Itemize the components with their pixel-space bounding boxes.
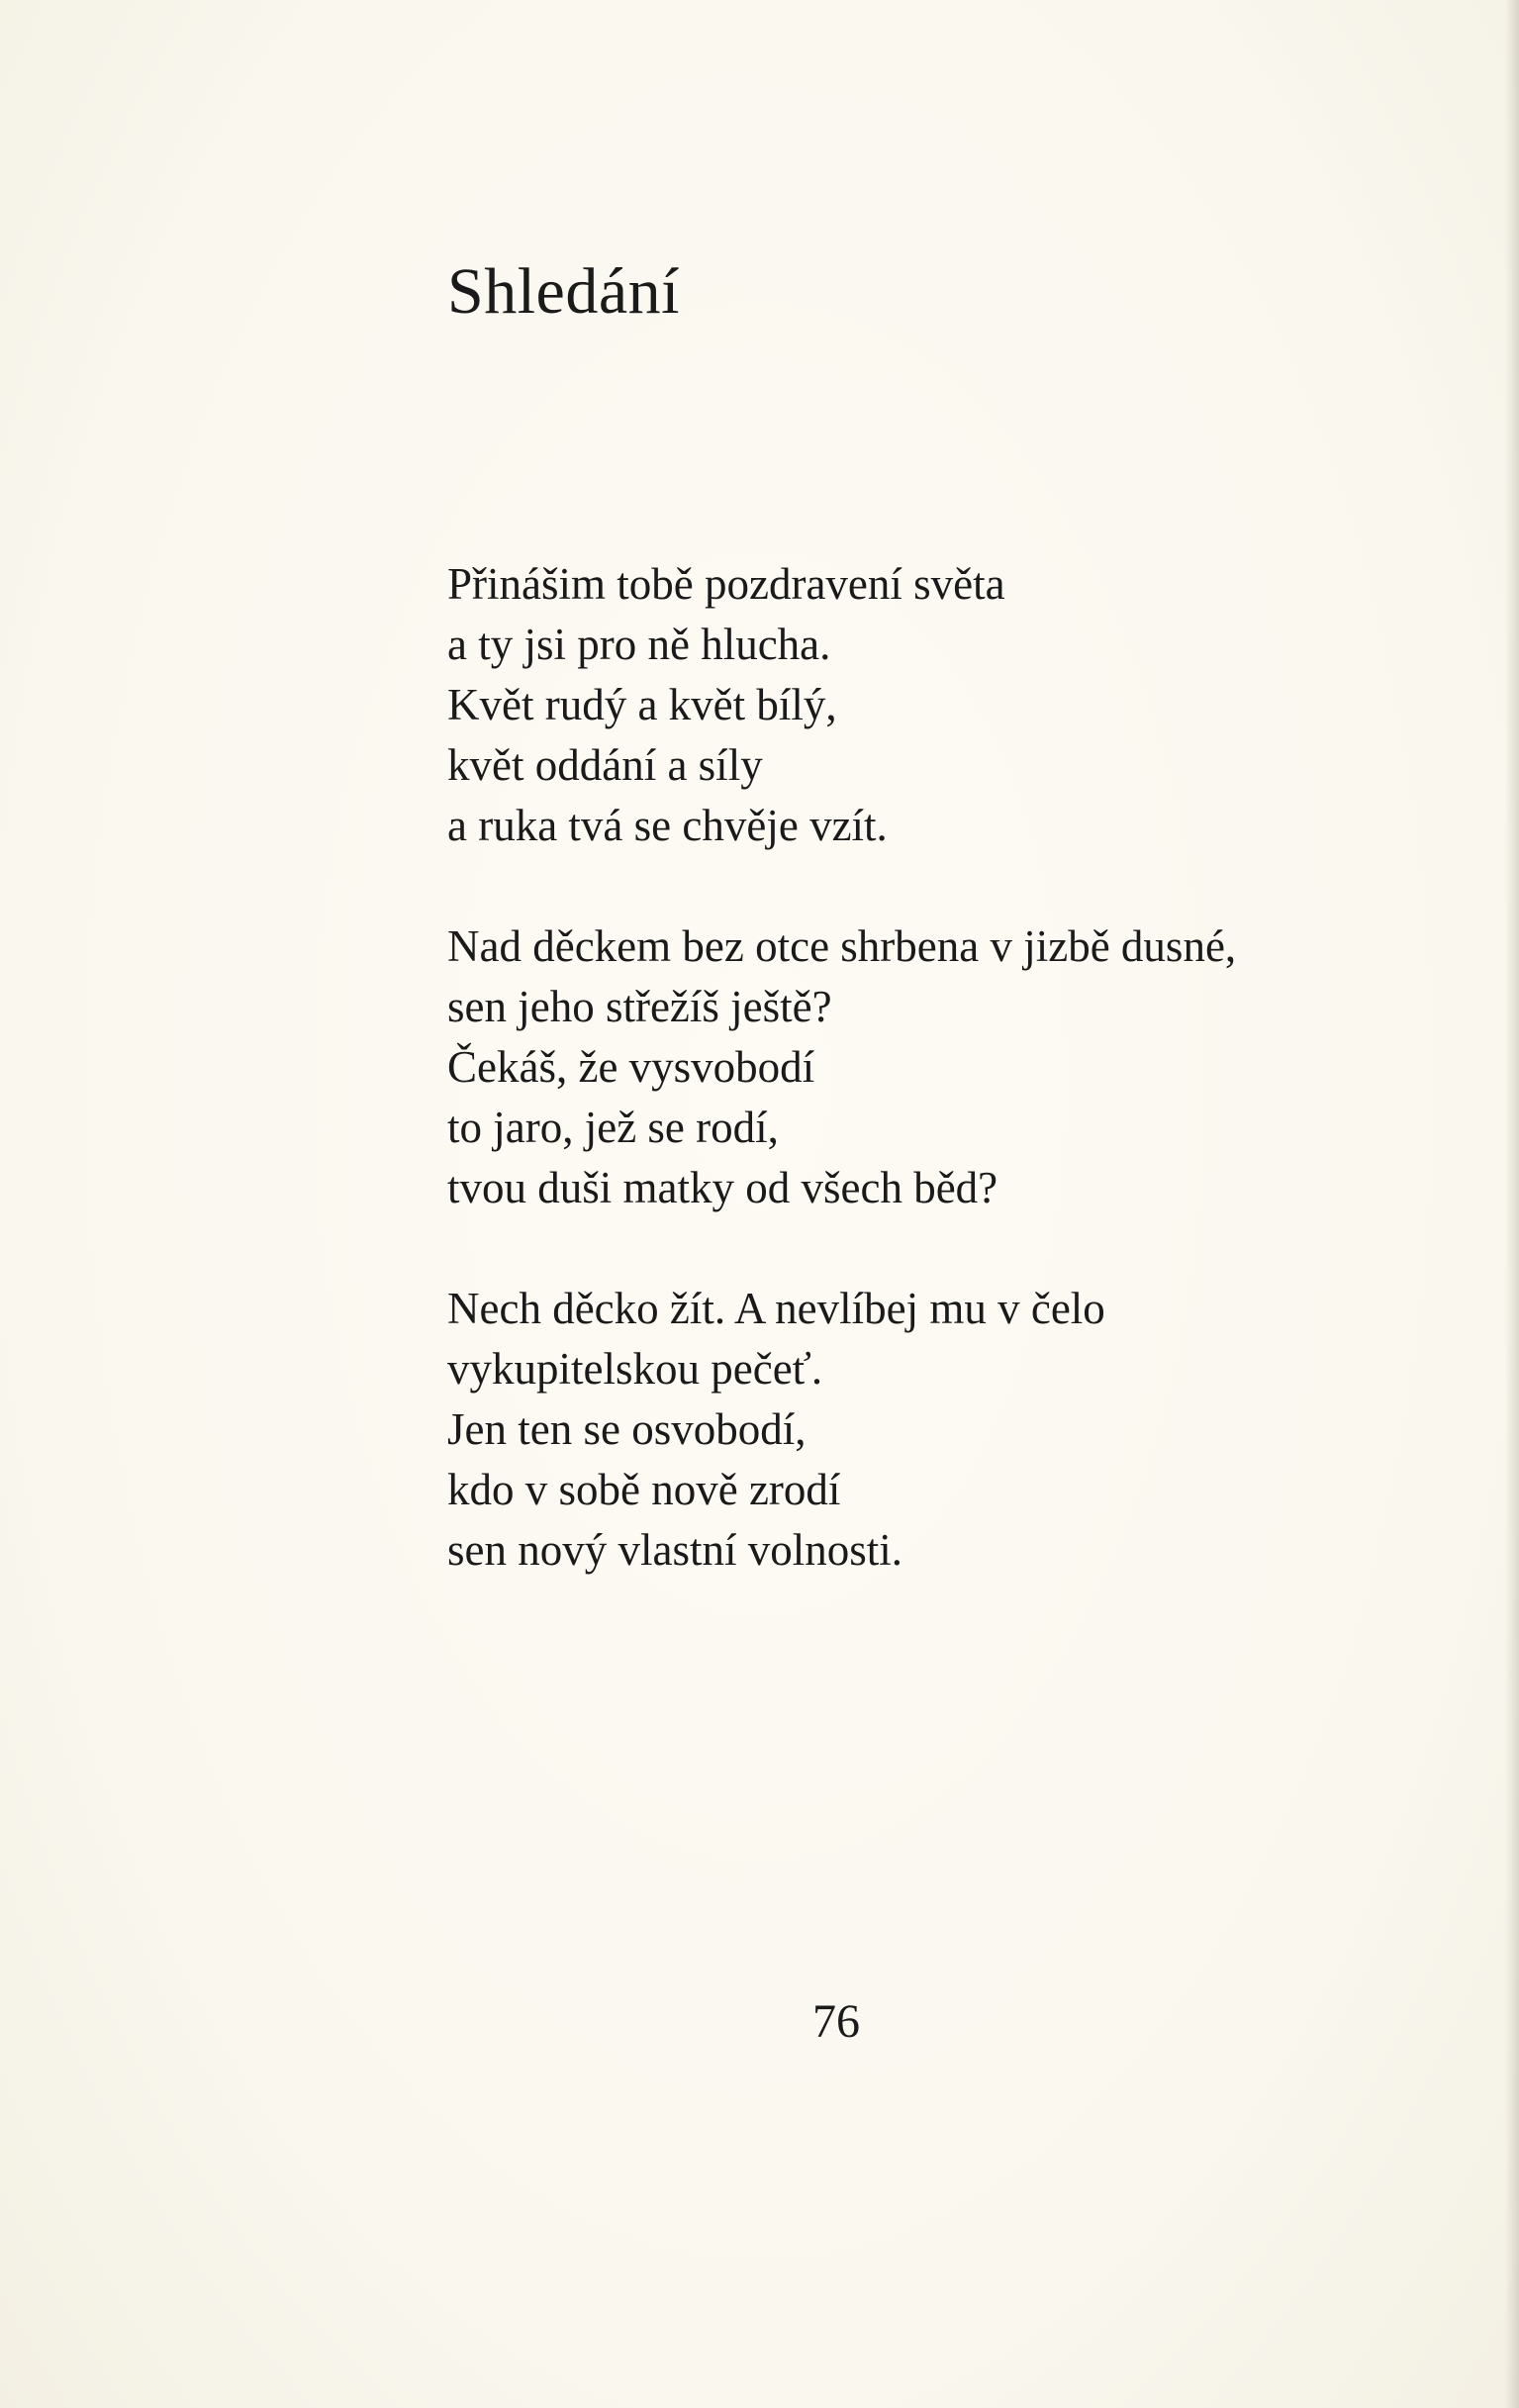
poem-line: Přinášim tobě pozdravení světa bbox=[447, 559, 1005, 609]
poem-line: květ oddání a síly bbox=[447, 740, 763, 790]
stanza-3 bbox=[447, 1279, 1476, 1581]
poem-line: sen jeho střežíš ještě? bbox=[447, 982, 832, 1031]
poem-line: Nech děcko žít. A nevlíbej mu v čelo bbox=[447, 1284, 1105, 1333]
poem-title: Shledání bbox=[447, 255, 680, 328]
poem-line: Jen ten se osvobodí, bbox=[447, 1404, 807, 1454]
poem-body bbox=[447, 554, 1476, 1641]
poem-line: Nad děckem bez otce shrbena v jizbě dusné, bbox=[447, 921, 1237, 971]
poem-line: sen nový vlastní volnosti. bbox=[447, 1525, 902, 1575]
poem-line: Květ rudý a květ bílý, bbox=[447, 680, 837, 729]
poem-line: to jaro, jež se rodí, bbox=[447, 1103, 779, 1152]
poem-line: a ty jsi pro ně hlucha. bbox=[447, 620, 831, 669]
poem-line: kdo v sobě nově zrodí bbox=[447, 1465, 841, 1514]
poem-line: vykupitelskou pečeť. bbox=[447, 1344, 823, 1394]
poem-line: Čekáš, že vysvobodí bbox=[447, 1042, 815, 1092]
poem-line: tvou duši matky od všech běd? bbox=[447, 1163, 998, 1212]
page-number: 76 bbox=[812, 1995, 860, 2048]
stanza-2 bbox=[447, 916, 1476, 1218]
poem-line: a ruka tvá se chvěje vzít. bbox=[447, 801, 888, 850]
stanza-1 bbox=[447, 554, 1476, 856]
